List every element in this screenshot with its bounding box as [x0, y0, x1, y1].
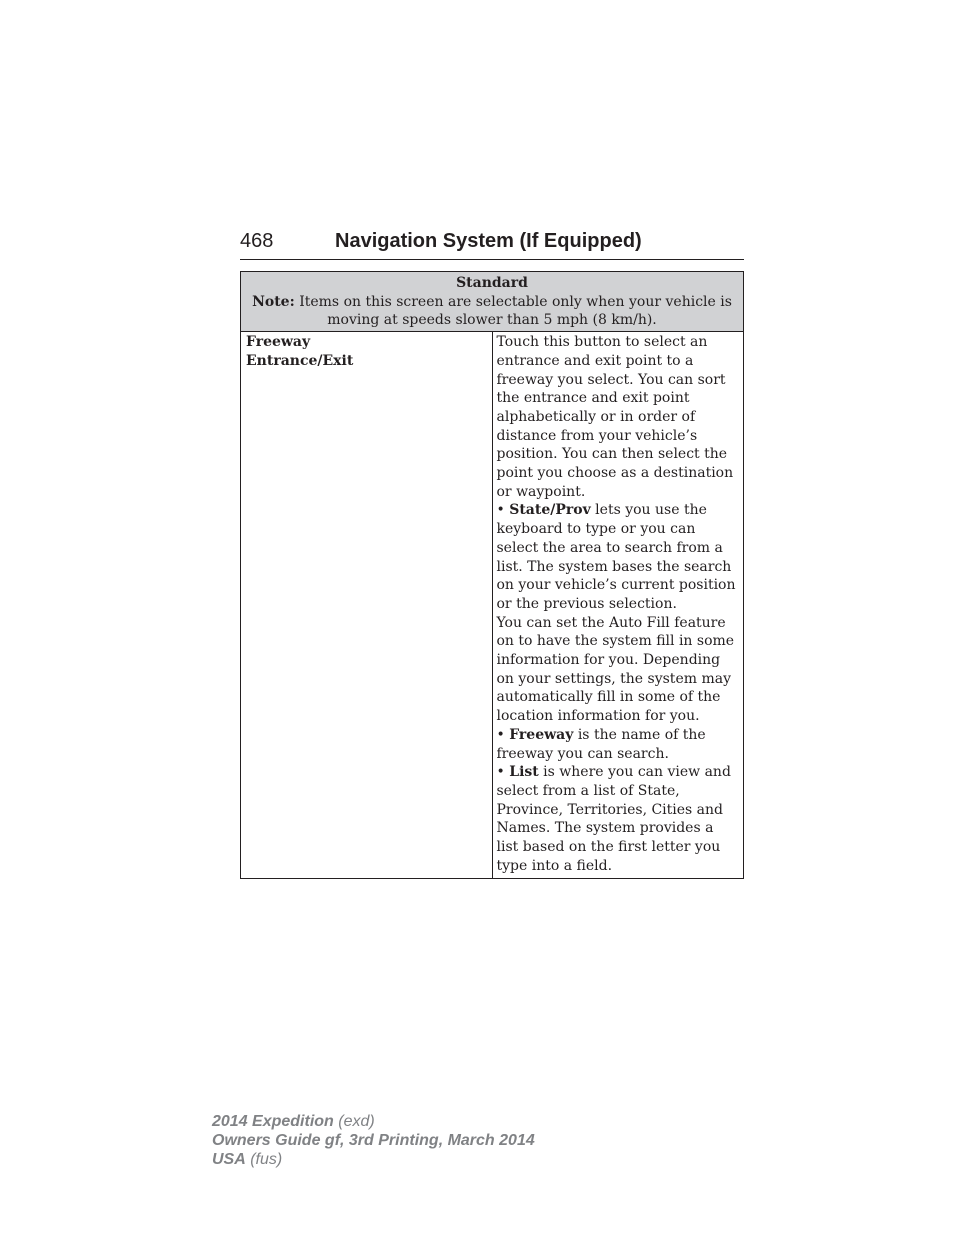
table-heading: Standard: [456, 275, 528, 291]
page-number: 468: [240, 230, 274, 252]
footer-market: USA: [212, 1151, 246, 1168]
bullet-term: List: [509, 764, 539, 781]
section-title: Navigation System (If Equipped): [335, 230, 642, 252]
feature-label-cell: [241, 332, 493, 878]
note-label: Note:: [252, 293, 295, 310]
table-header-row: [241, 272, 744, 332]
description-paragraph: You can set the Auto Fill feature on to have the system fill in some information for you. Depending on your settings, the system may automatically fill in some of the location information for you.: [496, 614, 735, 725]
note-text: Items on this screen are selectable only when your vehicle is moving at speeds slower than 5 mph (8 km/h).: [294, 293, 732, 329]
standard-features-table: [240, 271, 744, 879]
table-note: [249, 293, 735, 330]
feature-description-cell: [492, 332, 744, 878]
bullet-marker: •: [496, 726, 510, 743]
footer-model-code: (exd): [333, 1113, 375, 1130]
bullet-marker: •: [496, 764, 510, 781]
bullet-text: is the name of the freeway you can search.: [496, 726, 706, 762]
bullet-item: [497, 501, 740, 613]
bullet-text: lets you use the keyboard to type or you can select the area to search from a list. The system bases the search on your vehicle’s current position or the previous selection.: [496, 502, 736, 612]
description-paragraph: Touch this button to select an entrance and exit point to a freeway you select. You can sort the entrance and exit point alphabetically or in order of distance from your vehicle’s position. You can then select the point you choose as a destination or waypoint.: [496, 334, 734, 500]
bullet-marker: •: [496, 502, 510, 519]
feature-label-line: Entrance/Exit: [246, 352, 354, 369]
footer-guide-line: Owners Guide gf, 3rd Printing, March 2014: [212, 1132, 535, 1149]
table-header-cell: [241, 272, 744, 332]
bullet-term: Freeway: [509, 726, 574, 743]
page-header: [240, 229, 744, 260]
bullet-text: is where you can view and select from a list of State, Province, Territories, Cities and Names. The system provides a list based on the first letter you type into a field.: [496, 764, 731, 874]
bullet-item: [497, 726, 740, 763]
footer-market-line: [212, 1150, 535, 1169]
bullet-item: [497, 763, 740, 875]
footer-model-line: [212, 1112, 535, 1131]
footer-market-code: (fus): [245, 1151, 283, 1168]
table-row: [241, 332, 744, 878]
feature-label-line: Freeway: [246, 334, 311, 351]
page-footer: [212, 1112, 535, 1169]
bullet-term: State/Prov: [509, 502, 591, 519]
footer-model: 2014 Expedition: [212, 1113, 334, 1130]
